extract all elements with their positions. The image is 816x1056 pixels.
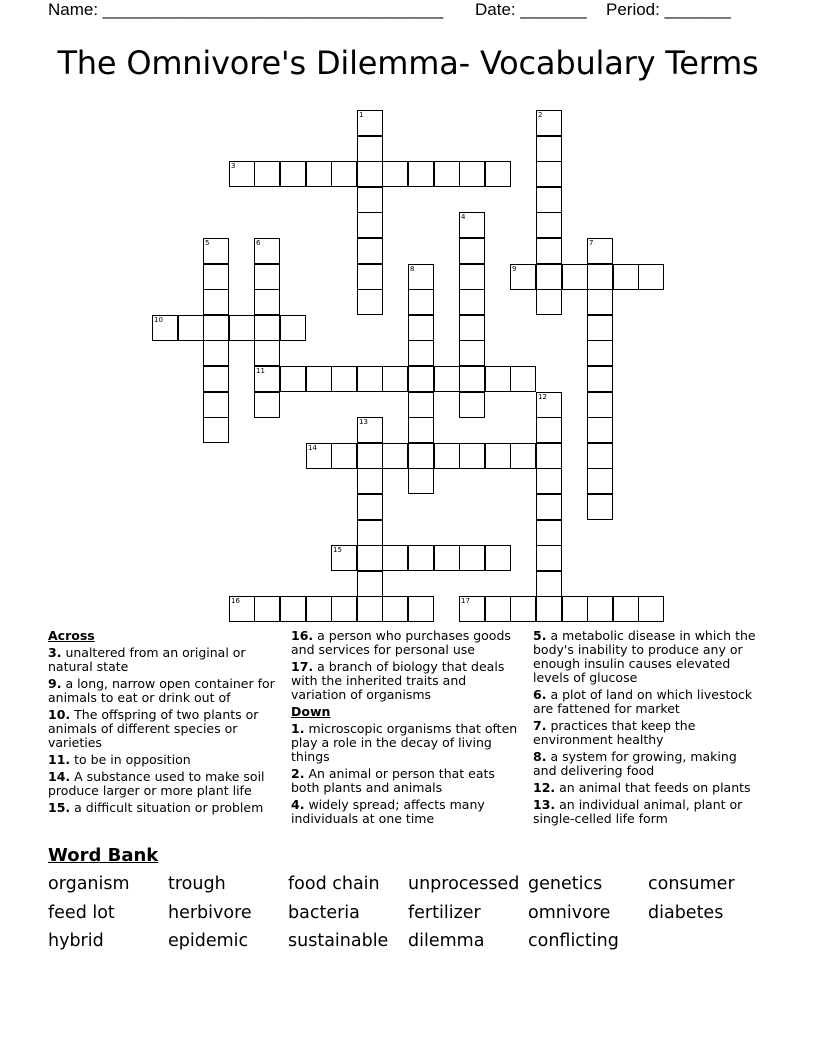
crossword-cell[interactable] (408, 161, 434, 187)
crossword-cell[interactable] (536, 494, 562, 520)
crossword-cell[interactable] (536, 571, 562, 597)
crossword-cell[interactable] (485, 161, 511, 187)
cell-number: 5 (205, 239, 210, 247)
word-bank-item: consumer (648, 874, 735, 894)
crossword-cell[interactable] (562, 596, 588, 622)
crossword-cell[interactable] (408, 417, 434, 443)
crossword-cell[interactable] (536, 289, 562, 315)
down-heading: Down (291, 704, 331, 719)
crossword-cell[interactable] (510, 264, 536, 290)
crossword-cell[interactable] (357, 187, 383, 213)
word-bank-item: dilemma (408, 931, 485, 951)
cell-number: 14 (308, 444, 317, 452)
clue-down-12: 12. an animal that feeds on plants (533, 780, 751, 795)
crossword-cell[interactable] (536, 596, 562, 622)
crossword-cell[interactable] (459, 392, 485, 418)
clues-column-2 (291, 629, 521, 829)
crossword-cell[interactable] (536, 443, 562, 469)
crossword-cell[interactable] (408, 392, 434, 418)
cell-number: 6 (256, 239, 261, 247)
crossword-cell[interactable] (587, 596, 613, 622)
cell-number: 3 (231, 162, 236, 170)
crossword-cell[interactable] (382, 161, 408, 187)
cell-number: 4 (461, 213, 466, 221)
crossword-cell[interactable] (357, 417, 383, 443)
crossword-cell[interactable] (459, 289, 485, 315)
crossword-cell[interactable] (203, 289, 229, 315)
crossword-cell[interactable] (152, 315, 178, 341)
crossword-cell[interactable] (434, 443, 460, 469)
word-bank-item: omnivore (528, 902, 611, 923)
crossword-cell[interactable] (459, 238, 485, 264)
crossword-cell[interactable] (408, 366, 434, 392)
crossword-cell[interactable] (536, 187, 562, 213)
cell-number: 8 (410, 265, 415, 273)
word-bank-item: food chain (288, 874, 380, 894)
crossword-cell[interactable] (459, 545, 485, 571)
crossword-cell[interactable] (434, 545, 460, 571)
crossword-cell[interactable] (408, 264, 434, 290)
crossword-cell[interactable] (254, 315, 280, 341)
clue-across-17: 17. a branch of biology that deals with the inherited traits and variation of organisms (291, 659, 505, 702)
clue-across-3: 3. unaltered from an original or natural state (48, 645, 246, 674)
crossword-cell[interactable] (357, 545, 383, 571)
crossword-cell[interactable] (382, 366, 408, 392)
crossword-cell[interactable] (459, 212, 485, 238)
name-field-label[interactable]: Name: ____________________________________ (48, 0, 444, 19)
crossword-cell[interactable] (587, 238, 613, 264)
crossword-cell[interactable] (254, 264, 280, 290)
crossword-cell[interactable] (485, 443, 511, 469)
crossword-cell[interactable] (331, 443, 357, 469)
crossword-cell[interactable] (254, 161, 280, 187)
clues-column-3 (533, 629, 763, 829)
crossword-cell[interactable] (434, 366, 460, 392)
word-bank-item: fertilizer (408, 902, 481, 923)
crossword-cell[interactable] (254, 289, 280, 315)
cell-number: 15 (333, 546, 342, 554)
crossword-cell[interactable] (587, 340, 613, 366)
crossword-cell[interactable] (357, 571, 383, 597)
cell-number: 17 (461, 597, 470, 605)
crossword-cell[interactable] (536, 238, 562, 264)
clue-across-10: 10. The offspring of two plants or animals of different species or varieties (48, 707, 259, 750)
crossword-cell[interactable] (587, 315, 613, 341)
crossword-cell[interactable] (510, 596, 536, 622)
crossword-cell[interactable] (587, 366, 613, 392)
word-bank (48, 872, 788, 954)
clues-column-1 (48, 629, 280, 818)
crossword-cell[interactable] (357, 520, 383, 546)
crossword-cell[interactable] (408, 340, 434, 366)
crossword-cell[interactable] (587, 289, 613, 315)
crossword-cell[interactable] (485, 596, 511, 622)
crossword-cell[interactable] (536, 468, 562, 494)
crossword-cell[interactable] (203, 238, 229, 264)
crossword-cell[interactable] (587, 392, 613, 418)
crossword-cell[interactable] (536, 392, 562, 418)
crossword-cell[interactable] (203, 264, 229, 290)
crossword-cell[interactable] (357, 289, 383, 315)
crossword-cell[interactable] (587, 417, 613, 443)
word-bank-item: genetics (528, 874, 603, 894)
across-heading: Across (48, 628, 95, 643)
crossword-cell[interactable] (280, 596, 306, 622)
crossword-cell[interactable] (306, 366, 332, 392)
crossword-cell[interactable] (306, 161, 332, 187)
word-bank-item: herbivore (168, 902, 252, 923)
crossword-cell[interactable] (229, 315, 255, 341)
crossword-cell[interactable] (357, 494, 383, 520)
crossword-cell[interactable] (280, 161, 306, 187)
word-bank-item: organism (48, 874, 130, 894)
crossword-cell[interactable] (254, 340, 280, 366)
crossword-cell[interactable] (254, 392, 280, 418)
clue-down-7: 7. practices that keep the environment healthy (533, 718, 696, 747)
crossword-cell[interactable] (357, 238, 383, 264)
crossword-cell[interactable] (254, 238, 280, 264)
crossword-cell[interactable] (203, 340, 229, 366)
crossword-cell[interactable] (536, 264, 562, 290)
crossword-cell[interactable] (382, 545, 408, 571)
crossword-cell[interactable] (459, 596, 485, 622)
cell-number: 10 (154, 316, 163, 324)
crossword-cell[interactable] (587, 264, 613, 290)
page-title: The Omnivore's Dilemma- Vocabulary Terms (57, 44, 759, 82)
crossword-cell[interactable] (485, 545, 511, 571)
crossword-cell[interactable] (280, 315, 306, 341)
crossword-cell[interactable] (536, 545, 562, 571)
crossword-cell[interactable] (434, 161, 460, 187)
cell-number: 7 (589, 239, 594, 247)
word-bank-item: sustainable (288, 931, 389, 951)
clue-across-11: 11. to be in opposition (48, 752, 191, 767)
crossword-cell[interactable] (306, 443, 332, 469)
crossword-cell[interactable] (408, 443, 434, 469)
crossword-cell[interactable] (510, 366, 536, 392)
cell-number: 11 (256, 367, 265, 375)
crossword-cell[interactable] (459, 264, 485, 290)
crossword-cell[interactable] (459, 366, 485, 392)
crossword-cell[interactable] (459, 340, 485, 366)
crossword-cell[interactable] (280, 366, 306, 392)
crossword-cell[interactable] (203, 366, 229, 392)
crossword-cell[interactable] (357, 136, 383, 162)
crossword-cell[interactable] (408, 468, 434, 494)
crossword-cell[interactable] (485, 366, 511, 392)
clue-down-2: 2. An animal or person that eats both plants and animals (291, 766, 495, 795)
crossword-cell[interactable] (536, 212, 562, 238)
crossword-cell[interactable] (229, 161, 255, 187)
crossword-cell[interactable] (254, 366, 280, 392)
crossword-cell[interactable] (229, 596, 255, 622)
crossword-cell[interactable] (408, 596, 434, 622)
crossword-cell[interactable] (408, 545, 434, 571)
clue-down-13: 13. an individual animal, plant or single-celled life form (533, 797, 743, 826)
clue-down-1: 1. microscopic organisms that often play a role in the decay of living things (291, 721, 518, 764)
period-field-label[interactable]: Period: _______ (606, 0, 731, 19)
crossword-cell[interactable] (254, 596, 280, 622)
crossword-cell[interactable] (357, 264, 383, 290)
word-bank-item: feed lot (48, 902, 115, 923)
crossword-cell[interactable] (536, 417, 562, 443)
clue-across-15: 15. a difficult situation or problem (48, 800, 264, 815)
crossword-cell[interactable] (613, 596, 639, 622)
crossword-cell[interactable] (587, 468, 613, 494)
crossword-cell[interactable] (408, 289, 434, 315)
cell-number: 12 (538, 393, 547, 401)
word-bank-item: hybrid (48, 931, 104, 951)
clue-down-5: 5. a metabolic disease in which the body's inability to produce any or enough insulin causes elevated levels of glucose (533, 628, 756, 685)
crossword-cell[interactable] (638, 596, 664, 622)
cell-number: 16 (231, 597, 240, 605)
crossword-cell[interactable] (382, 443, 408, 469)
word-bank-title: Word Bank (48, 845, 159, 866)
crossword-cell[interactable] (203, 417, 229, 443)
cell-number: 9 (512, 265, 517, 273)
clue-down-8: 8. a system for growing, making and delivering food (533, 749, 737, 778)
clue-across-14: 14. A substance used to make soil produce larger or more plant life (48, 769, 265, 798)
crossword-cell[interactable] (562, 264, 588, 290)
word-bank-item: conflicting (528, 931, 619, 951)
clue-across-16: 16. a person who purchases goods and services for personal use (291, 628, 511, 657)
clue-across-9: 9. a long, narrow open container for animals to eat or drink out of (48, 676, 275, 705)
crossword-cell[interactable] (510, 443, 536, 469)
crossword-cell[interactable] (203, 392, 229, 418)
crossword-cell[interactable] (536, 161, 562, 187)
word-bank-item: bacteria (288, 902, 360, 923)
crossword-cell[interactable] (638, 264, 664, 290)
crossword-cell[interactable] (357, 212, 383, 238)
crossword-cell[interactable] (203, 315, 229, 341)
crossword-cell[interactable] (408, 315, 434, 341)
crossword-cell[interactable] (306, 596, 332, 622)
word-bank-item: trough (168, 874, 226, 894)
crossword-cell[interactable] (331, 161, 357, 187)
crossword-cell[interactable] (613, 264, 639, 290)
cell-number: 2 (538, 111, 543, 119)
crossword-cell[interactable] (459, 443, 485, 469)
crossword-cell[interactable] (357, 596, 383, 622)
date-field-label[interactable]: Date: _______ (475, 0, 587, 19)
cell-number: 13 (359, 418, 368, 426)
crossword-cell[interactable] (331, 366, 357, 392)
word-bank-item: diabetes (648, 902, 724, 923)
crossword-cell[interactable] (357, 366, 383, 392)
crossword-cell[interactable] (357, 468, 383, 494)
crossword-cell[interactable] (587, 443, 613, 469)
word-bank-item: epidemic (168, 931, 249, 951)
crossword-cell[interactable] (587, 494, 613, 520)
clue-down-6: 6. a plot of land on which livestock are fattened for market (533, 687, 753, 716)
crossword-cell[interactable] (536, 110, 562, 136)
crossword-cell[interactable] (459, 161, 485, 187)
clue-down-4: 4. widely spread; affects many individuals at one time (291, 797, 485, 826)
crossword-cell[interactable] (331, 545, 357, 571)
cell-number: 1 (359, 111, 364, 119)
crossword-cell[interactable] (536, 136, 562, 162)
word-bank-item: unprocessed (408, 874, 520, 894)
crossword-cell[interactable] (382, 596, 408, 622)
crossword-cell[interactable] (357, 110, 383, 136)
crossword-cell[interactable] (178, 315, 204, 341)
crossword-cell[interactable] (357, 443, 383, 469)
crossword-cell[interactable] (331, 596, 357, 622)
crossword-cell[interactable] (357, 161, 383, 187)
crossword-cell[interactable] (459, 315, 485, 341)
crossword-cell[interactable] (536, 520, 562, 546)
